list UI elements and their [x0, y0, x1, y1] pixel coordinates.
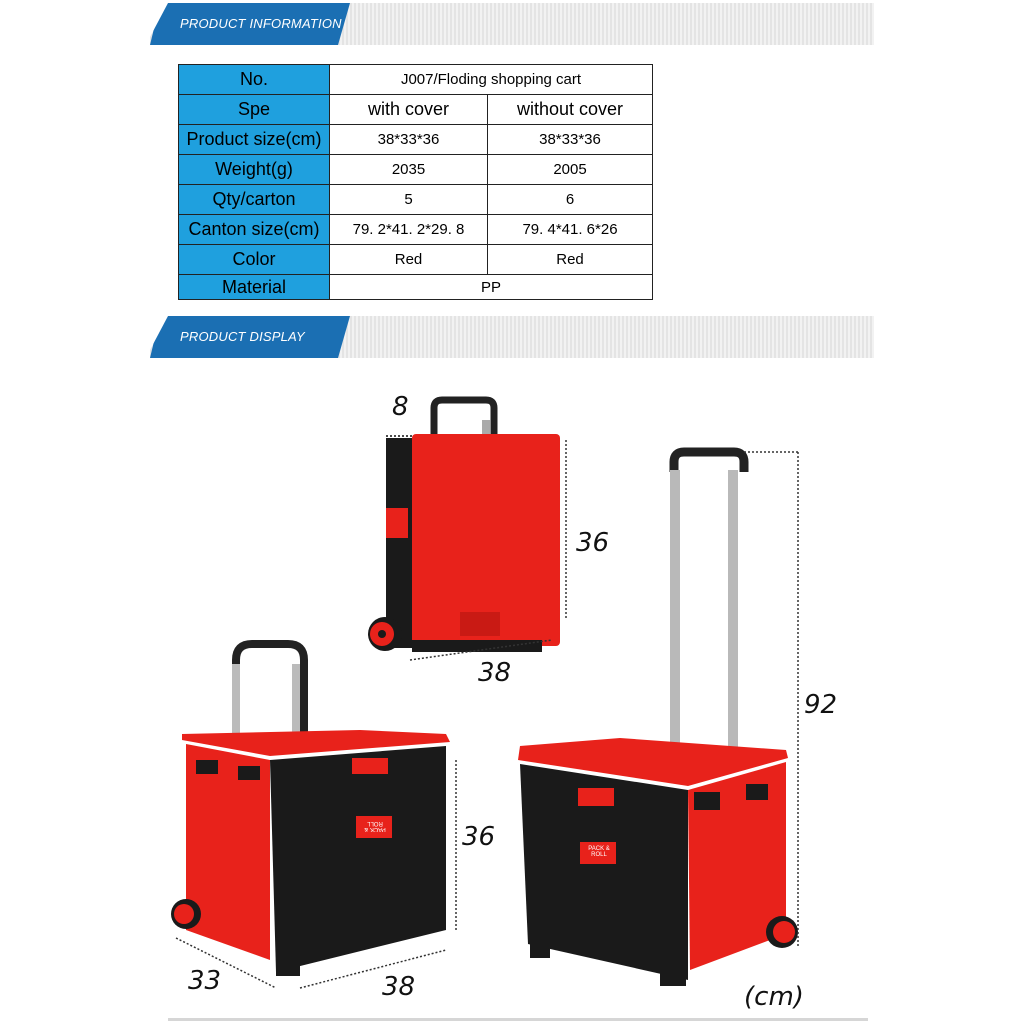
- row-value: J007/Floding shopping cart: [330, 65, 653, 95]
- product-label: PACK & ROLL: [364, 820, 386, 832]
- dimension-label: 38: [478, 658, 512, 688]
- bottom-divider: [168, 1018, 868, 1021]
- row-label: Product size(cm): [179, 125, 330, 155]
- dimension-label: 92: [804, 690, 838, 720]
- row-label: Spe: [179, 95, 330, 125]
- row-label: Color: [179, 245, 330, 275]
- row-value: Red: [488, 245, 653, 275]
- row-label: Canton size(cm): [179, 215, 330, 245]
- dimension-label: 33: [188, 966, 222, 996]
- product-label: PACK & ROLL: [588, 846, 610, 858]
- row-value: without cover: [488, 95, 653, 125]
- cart-with-cover-image: [171, 644, 456, 988]
- row-label: Qty/carton: [179, 185, 330, 215]
- row-value: 38*33*36: [488, 125, 653, 155]
- dimension-label: 36: [462, 822, 496, 852]
- row-label: Weight(g): [179, 155, 330, 185]
- dimension-label: 38: [382, 972, 416, 1002]
- row-value: 5: [330, 185, 488, 215]
- section-title: PRODUCT DISPLAY: [180, 329, 305, 344]
- row-value: 79. 4*41. 6*26: [488, 215, 653, 245]
- row-value: 6: [488, 185, 653, 215]
- row-value: 2035: [330, 155, 488, 185]
- dimension-label: 36: [576, 528, 610, 558]
- folded-cart-image: [368, 400, 566, 660]
- unit-label: (cm): [744, 982, 804, 1012]
- row-value: PP: [330, 275, 653, 300]
- row-value: Red: [330, 245, 488, 275]
- row-value: 2005: [488, 155, 653, 185]
- row-value: 38*33*36: [330, 125, 488, 155]
- row-value: 79. 2*41. 2*29. 8: [330, 215, 488, 245]
- section-title: PRODUCT INFORMATION: [180, 16, 342, 31]
- dimension-label: 8: [392, 392, 409, 422]
- row-label: Material: [179, 275, 330, 300]
- row-value: with cover: [330, 95, 488, 125]
- row-label: No.: [179, 65, 330, 95]
